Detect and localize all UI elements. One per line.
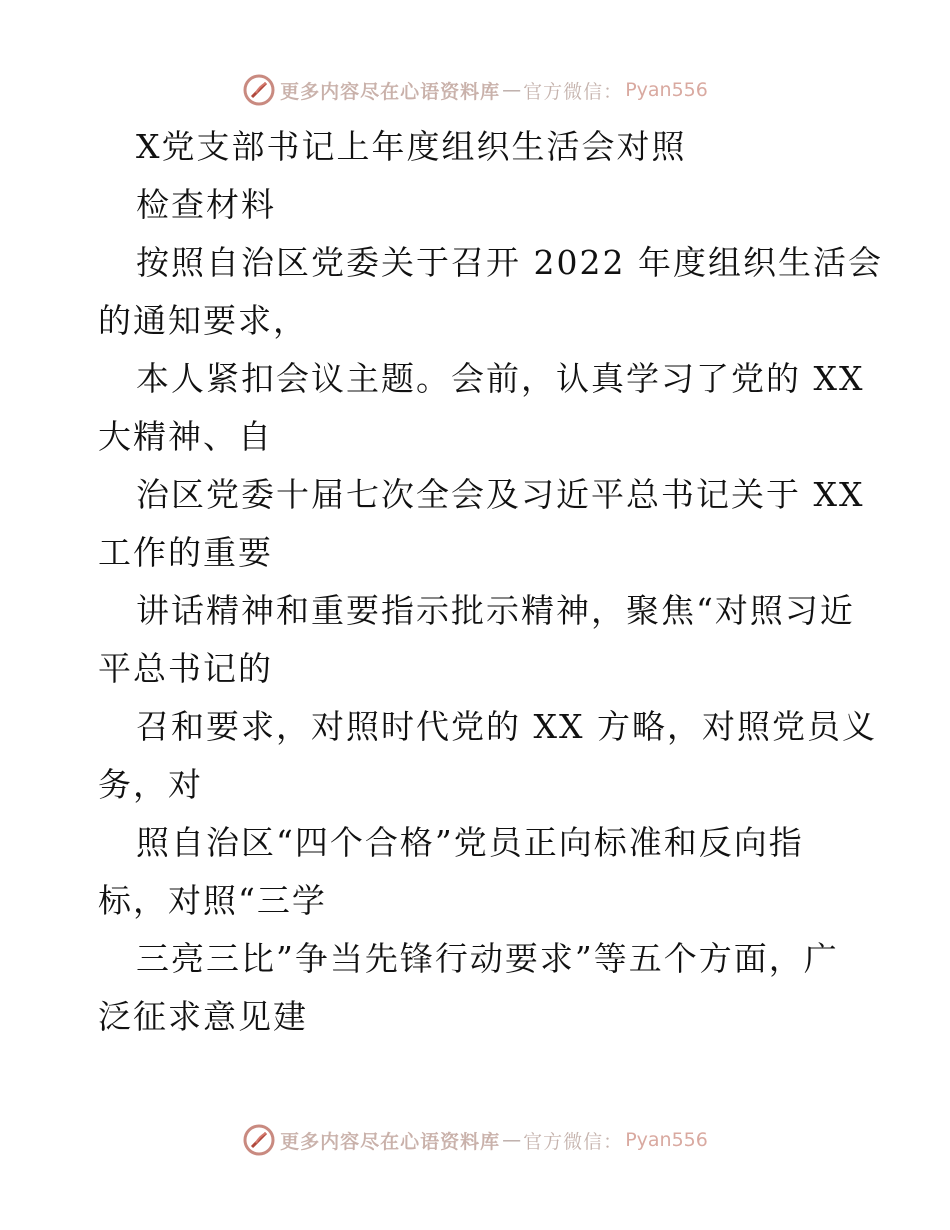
watermark-wechat-id: Pyan556: [625, 79, 708, 101]
doc-paragraph-line: 召和要求，对照时代党的 XX 方略，对照党员义: [136, 707, 877, 746]
doc-title-line-2: 检查材料: [136, 185, 276, 224]
header-watermark: [0, 70, 950, 110]
watermark-dash: —: [502, 1129, 522, 1151]
doc-paragraph-line: 大精神、自: [98, 417, 273, 456]
watermark-wechat-label: 官方微信：: [523, 80, 624, 103]
footer-watermark: [0, 1120, 950, 1160]
doc-paragraph-line: 平总书记的: [98, 649, 273, 688]
watermark-main-text: 更多内容尽在心语资料库: [280, 1130, 501, 1153]
watermark-main-text: 更多内容尽在心语资料库: [280, 80, 501, 103]
doc-paragraph-line: 照自治区“四个合格”党员正向标准和反向指: [136, 823, 804, 862]
doc-title-line-1: X党支部书记上年度组织生活会对照: [136, 127, 687, 166]
doc-paragraph-line: 工作的重要: [98, 533, 273, 572]
doc-paragraph-line: 的通知要求，: [98, 301, 308, 340]
doc-paragraph-line: 讲话精神和重要指示批示精神，聚焦“对照习近: [136, 591, 855, 630]
feather-logo-icon: [242, 73, 276, 107]
feather-logo-icon: [242, 1123, 276, 1157]
doc-paragraph-line: 泛征求意见建: [98, 997, 308, 1036]
watermark-wechat-label: 官方微信：: [523, 1130, 624, 1153]
doc-paragraph-line: 标，对照“三学: [98, 881, 327, 920]
doc-paragraph-line: 按照自治区党委关于召开 2022 年度组织生活会: [136, 243, 883, 282]
doc-paragraph-line: 务，对: [98, 765, 203, 804]
doc-paragraph-line: 治区党委十届七次全会及习近平总书记关于 XX: [136, 475, 865, 514]
watermark-wechat-id: Pyan556: [625, 1129, 708, 1151]
doc-paragraph-line: 本人紧扣会议主题。会前，认真学习了党的 XX: [136, 359, 865, 398]
doc-paragraph-line: 三亮三比”争当先锋行动要求”等五个方面，广: [136, 939, 839, 978]
watermark-dash: —: [502, 79, 522, 101]
document-body: [98, 118, 883, 1046]
